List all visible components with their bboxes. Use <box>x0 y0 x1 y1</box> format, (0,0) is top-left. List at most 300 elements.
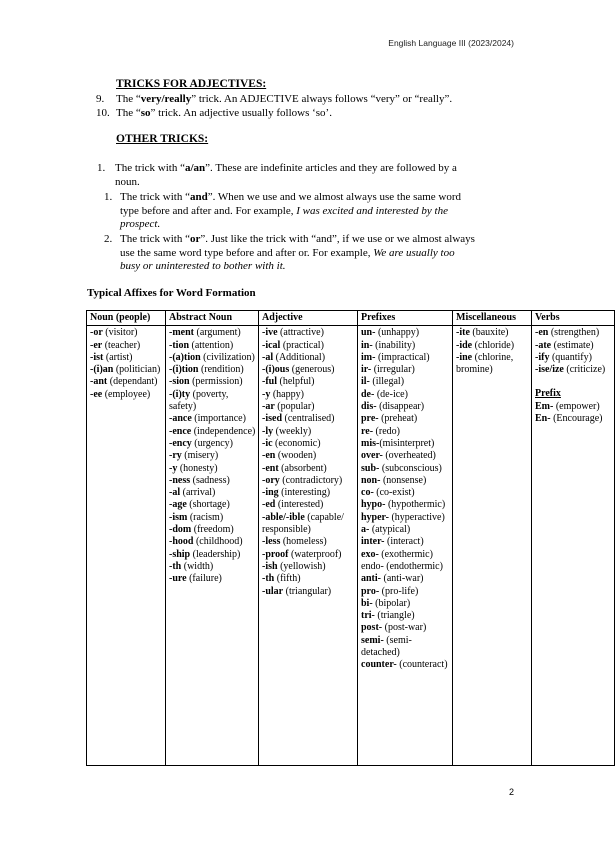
abstract-noun-cell <box>166 326 259 766</box>
example-word: (pro-life) <box>379 585 419 597</box>
affix-entry <box>361 635 450 660</box>
affix: il- <box>361 376 370 388</box>
affix: -ant <box>90 376 108 388</box>
affix: -ist <box>90 351 104 363</box>
affix: -less <box>262 536 281 548</box>
affix-entry <box>169 389 256 414</box>
example-word: (triangular) <box>283 585 332 597</box>
affix: -th <box>262 573 275 585</box>
affix: -ent <box>262 462 279 474</box>
example-word: (quantify) <box>549 351 592 363</box>
affix-entry <box>262 536 355 548</box>
affix: non- <box>361 474 381 486</box>
noun-people-cell <box>87 326 166 766</box>
affix: over- <box>361 450 383 462</box>
affix-entry <box>262 376 355 388</box>
affix-entry <box>361 499 450 511</box>
affix: co- <box>361 487 374 499</box>
affix-entry <box>169 487 256 499</box>
affix-entry <box>361 659 450 671</box>
affix-entry <box>361 389 450 401</box>
affix: -dom <box>169 524 192 536</box>
affix-entry <box>262 499 355 511</box>
example-word: (overheated) <box>382 450 436 462</box>
affix-entry <box>169 536 256 548</box>
affix: hyper- <box>361 511 389 523</box>
example-word: (chlorine, bromine) <box>456 351 514 376</box>
affix: -ite <box>456 327 470 339</box>
affix-entry <box>169 573 256 585</box>
affix: -ise/ize <box>535 364 564 376</box>
affix: -th <box>169 560 182 572</box>
item-number: 2. <box>104 233 113 245</box>
example-word: (Additional) <box>273 351 326 363</box>
affix-entry <box>535 340 612 352</box>
example-word: (hyperactive) <box>388 511 445 523</box>
example-word: (absorbent) <box>278 462 327 474</box>
example-word: (honesty) <box>177 462 218 474</box>
example-word: (estimate) <box>551 339 594 351</box>
affix: -ency <box>169 437 192 449</box>
affix: -ical <box>262 339 281 351</box>
example-word: (unhappy) <box>375 327 420 339</box>
text-run: The trick with “ <box>120 191 190 203</box>
affix: -able/-ible <box>262 511 305 523</box>
example-word: (generous) <box>289 364 335 376</box>
affix: -ide <box>456 339 473 351</box>
example-word: (empower) <box>553 400 600 412</box>
affix: -ar <box>262 401 275 413</box>
affix: -or <box>90 327 103 339</box>
italic-example: We are usually too <box>373 246 455 259</box>
example-word: (co-exist) <box>373 487 415 499</box>
affix: -ised <box>262 413 282 425</box>
affix-entry <box>169 438 256 450</box>
example-word: (civilization) <box>200 351 255 363</box>
affix: anti- <box>361 573 381 585</box>
example-word: (triangle) <box>374 610 415 622</box>
affix-entry <box>169 376 256 388</box>
affix: -ive <box>262 327 278 339</box>
affix: -ed <box>262 499 276 511</box>
affix: un- <box>361 327 376 339</box>
adjectives-section-title: TRICKS FOR ADJECTIVES: <box>116 78 267 90</box>
column-header: Verbs <box>532 311 615 326</box>
affix-entry <box>361 340 450 352</box>
example-word: (homeless) <box>280 536 327 548</box>
example-word: (post-war) <box>382 622 427 634</box>
example-word: (exothermic) endo- (endothermic) <box>361 548 443 572</box>
text-run: The “ <box>116 93 141 105</box>
adjective-cell <box>259 326 358 766</box>
affix-entry <box>90 327 163 339</box>
affix-entry <box>361 487 450 499</box>
example-word: (arrival) <box>180 487 216 499</box>
affix-entry <box>90 352 163 364</box>
column-header: Noun (people) <box>87 311 166 326</box>
example-word: (urgency) <box>191 437 233 449</box>
affix-entry <box>361 536 450 548</box>
affix-entry <box>361 512 450 524</box>
bold-keyword: or <box>189 233 201 245</box>
example-word: (chloride) <box>472 339 515 351</box>
italic-example: busy or uninterested to bother with it. <box>120 260 286 272</box>
example-word: (interested) <box>275 499 324 511</box>
affix-entry <box>535 401 612 413</box>
example-word: (capable/ responsible) <box>262 511 344 536</box>
affix: -al <box>169 487 181 499</box>
example-word: (poverty, safety) <box>169 388 229 413</box>
text-run: type before and after and. For example, <box>120 204 297 217</box>
bold-keyword: and <box>189 191 208 203</box>
affix: -tion <box>169 339 189 351</box>
affix-entry <box>262 463 355 475</box>
affix: pro- <box>361 585 380 597</box>
column-header: Adjective <box>259 311 358 326</box>
example-word: (semi-detached) <box>361 634 412 659</box>
example-word: (argument) <box>194 327 241 339</box>
affix: pre- <box>361 413 379 425</box>
example-word: (shortage) <box>186 499 230 511</box>
example-word: (counteract) <box>396 659 448 671</box>
affix: im- <box>361 351 376 363</box>
affix: -ure <box>169 573 187 585</box>
example-word: (criticize) <box>563 364 606 376</box>
affix: -ular <box>262 585 284 597</box>
affix-entry <box>535 327 612 339</box>
affix-entry <box>262 586 355 598</box>
affix: -en <box>535 327 549 339</box>
affix: -ship <box>169 548 191 560</box>
affix: mis- <box>361 437 380 449</box>
affix-entry <box>535 413 612 425</box>
table-row <box>87 326 615 766</box>
example-word: (nonsense) <box>380 474 427 486</box>
affix-entry <box>262 573 355 585</box>
column-header: Miscellaneous <box>453 311 532 326</box>
affix: -(i)tion <box>169 364 199 376</box>
affix: -er <box>90 339 103 351</box>
affix-entry <box>361 438 450 450</box>
affix: -y <box>262 388 271 400</box>
affix: bi- <box>361 597 373 609</box>
affix-table-container <box>86 310 606 760</box>
affix: -ic <box>262 437 273 449</box>
affix-entry <box>262 549 355 561</box>
affix-entry <box>262 438 355 450</box>
example-word: (disappear) <box>376 401 425 413</box>
affix: -ine <box>456 351 473 363</box>
bold-keyword: a/an <box>184 162 206 174</box>
example-word: (dependant) <box>107 376 158 388</box>
affix-entry <box>169 340 256 352</box>
example-word: (artist) <box>103 351 133 363</box>
affix-entry <box>262 413 355 425</box>
adjective-trick-very <box>116 93 452 106</box>
affix-entry <box>361 327 450 339</box>
example-word: (practical) <box>280 339 324 351</box>
affix-entry <box>262 340 355 352</box>
affix: -ism <box>169 511 188 523</box>
verb-prefix-list <box>535 401 612 426</box>
example-word: (interesting) <box>278 487 331 499</box>
affix-entry <box>262 512 355 537</box>
example-word: (employee) <box>102 388 151 400</box>
affix: semi- <box>361 634 384 646</box>
bold-keyword: very/really <box>140 93 192 105</box>
other-tricks-title: OTHER TRICKS: <box>116 133 209 145</box>
table-title: Typical Affixes for Word Formation <box>87 287 256 299</box>
example-word: (strengthen) <box>548 327 600 339</box>
miscellaneous-cell <box>453 326 532 766</box>
affix-entry <box>90 364 163 376</box>
example-word: (sadness) <box>190 474 230 486</box>
text-run: The “ <box>116 107 141 119</box>
affix-entry <box>535 364 612 376</box>
example-word: (weekly) <box>273 425 312 437</box>
trick-a-an <box>115 162 515 189</box>
example-word: (impractical) <box>375 351 430 363</box>
affix-entry <box>169 499 256 511</box>
affix: -ory <box>262 474 280 486</box>
prefixes-cell <box>358 326 453 766</box>
affix-entry <box>361 524 450 536</box>
text-run: ”. When we use and we almost always use the same word <box>207 191 462 203</box>
example-word: (preheat) <box>378 413 418 425</box>
affix: -ee <box>90 388 103 400</box>
text-run: ” trick. An ADJECTIVE always follows “very” or “really”. <box>191 93 453 105</box>
affix: -ry <box>169 450 182 462</box>
affix-entry <box>262 450 355 462</box>
example-word: (independence) <box>191 425 256 437</box>
affix-entry <box>361 401 450 413</box>
example-word: (hypothermic) <box>385 499 446 511</box>
affix-entry <box>361 573 450 585</box>
affix-entry <box>361 463 450 475</box>
verb-prefix-heading: Prefix <box>535 388 561 400</box>
affix-entry <box>535 352 612 364</box>
example-word: (visitor) <box>102 327 138 339</box>
affix-entry <box>262 401 355 413</box>
affix: inter- <box>361 536 385 548</box>
column-header: Abstract Noun <box>166 311 259 326</box>
example-word: (subconscious) <box>379 462 442 474</box>
affix: -(a)tion <box>169 351 201 363</box>
affix-entry <box>169 327 256 339</box>
affix: ir- <box>361 364 372 376</box>
italic-example: prospect. <box>120 218 161 230</box>
example-word: (misery) <box>181 450 219 462</box>
affix: in- <box>361 339 373 351</box>
affix: -(i)ty <box>169 388 191 400</box>
text-run: ” trick. An adjective usually follows ‘so’. <box>150 107 332 119</box>
example-word: (leadership) <box>190 548 241 560</box>
affix-entry <box>361 376 450 388</box>
affix-entry <box>361 475 450 487</box>
example-word: (attractive) <box>277 327 324 339</box>
example-word: (waterproof) <box>288 548 342 560</box>
affix-entry <box>262 561 355 573</box>
example-word: (helpful) <box>277 376 315 388</box>
affix: -ing <box>262 487 279 499</box>
example-word: (bipolar) <box>372 597 411 609</box>
affix: -ance <box>169 413 192 425</box>
affix: a- <box>361 524 370 536</box>
example-word: (width) <box>181 560 214 572</box>
affix-entry <box>169 549 256 561</box>
affix-entry <box>169 352 256 364</box>
example-word: (inability) <box>372 339 416 351</box>
example-word: (centralised) <box>282 413 335 425</box>
item-number: 1. <box>104 191 113 203</box>
example-word: (failure) <box>186 573 222 585</box>
example-word: (yellowish) <box>277 560 326 572</box>
affix: tri- <box>361 610 375 622</box>
affix-entry <box>456 327 529 339</box>
affix: -sion <box>169 376 190 388</box>
example-word: (politician) <box>113 364 161 376</box>
affix: de- <box>361 388 375 400</box>
affix: exo- <box>361 548 379 560</box>
example-word: (redo) <box>373 425 400 437</box>
column-header: Prefixes <box>358 311 453 326</box>
affix-entry <box>90 376 163 388</box>
affix: -(i)ous <box>262 364 290 376</box>
text-run: The trick with “ <box>120 233 190 245</box>
affix-entry <box>169 426 256 438</box>
page-number: 2 <box>509 787 515 797</box>
example-word: (illegal) <box>369 376 405 388</box>
affix-entry <box>169 475 256 487</box>
trick-and <box>120 191 520 232</box>
affix-entry <box>90 340 163 352</box>
affix: counter- <box>361 659 397 671</box>
affix-entry <box>169 450 256 462</box>
affix-entry <box>90 389 163 401</box>
affix-entry <box>262 426 355 438</box>
affix: -ify <box>535 351 550 363</box>
affix: -en <box>262 450 276 462</box>
affix-entry <box>169 524 256 536</box>
affix-entry <box>456 352 529 377</box>
affix-entry <box>262 389 355 401</box>
affix-entry <box>262 352 355 364</box>
affix-entry <box>361 598 450 610</box>
text-run: ”. Just like the trick with “and”, if we use or we almost always <box>200 233 475 245</box>
example-word: (permission) <box>189 376 243 388</box>
affix-entry <box>361 364 450 376</box>
affix: -age <box>169 499 187 511</box>
affix-entry <box>262 327 355 339</box>
affix: -ate <box>535 339 552 351</box>
affix: En- <box>535 413 551 425</box>
table-header-row <box>87 311 615 326</box>
example-word: (irregular) <box>371 364 415 376</box>
affix-entry <box>361 610 450 622</box>
text-run: noun. <box>115 175 140 188</box>
item-number: 1. <box>97 162 106 174</box>
bold-keyword: so <box>140 107 151 119</box>
affix: Em- <box>535 400 554 412</box>
text-run: use the same word type before and after or. For example, <box>120 246 374 259</box>
example-word: (popular) <box>274 401 315 413</box>
affix-entry <box>262 475 355 487</box>
example-word: (importance) <box>191 413 246 425</box>
example-word: (teacher) <box>102 339 141 351</box>
affix-table <box>86 310 615 766</box>
affix-entry <box>361 413 450 425</box>
affix: sub- <box>361 462 380 474</box>
page-header-title: English Language III (2023/2024) <box>388 38 514 48</box>
affix-entry <box>361 549 450 574</box>
affix: re- <box>361 425 374 437</box>
example-word: (anti-war) <box>381 573 424 585</box>
affix: -(i)an <box>90 364 114 376</box>
example-word: (atypical) <box>369 524 411 536</box>
affix: -ly <box>262 425 274 437</box>
affix: -al <box>262 351 274 363</box>
example-word: (racism) <box>187 511 224 523</box>
text-run: ”. These are indefinite articles and they are followed by a <box>205 162 457 174</box>
adjective-trick-so <box>116 107 332 120</box>
affix: -ence <box>169 425 192 437</box>
example-word: (attention) <box>189 339 234 351</box>
affix: -ness <box>169 474 191 486</box>
example-word: (de-ice) <box>374 388 408 400</box>
example-word: (freedom) <box>191 524 234 536</box>
affix-entry <box>361 450 450 462</box>
affix: -ment <box>169 327 194 339</box>
example-word: (misinterpret) <box>379 437 435 449</box>
affix-entry <box>262 364 355 376</box>
affix: post- <box>361 622 383 634</box>
verb-suffix-list <box>535 327 612 376</box>
affix-entry <box>361 352 450 364</box>
affix: -ful <box>262 376 277 388</box>
example-word: (fifth) <box>274 573 301 585</box>
affix-entry <box>262 487 355 499</box>
affix-entry <box>169 463 256 475</box>
affix-entry <box>456 340 529 352</box>
affix-entry <box>169 413 256 425</box>
item-number: 10. <box>96 107 110 119</box>
affix-entry <box>361 426 450 438</box>
text-run: The trick with “ <box>115 162 185 174</box>
trick-or <box>120 233 520 274</box>
item-number: 9. <box>96 93 105 105</box>
example-word: (wooden) <box>275 450 317 462</box>
affix-entry <box>361 586 450 598</box>
affix: -hood <box>169 536 194 548</box>
verbs-cell <box>532 326 615 766</box>
affix: -proof <box>262 548 289 560</box>
affix-entry <box>361 622 450 634</box>
example-word: (happy) <box>270 388 304 400</box>
affix: -y <box>169 462 178 474</box>
example-word: (interact) <box>384 536 424 548</box>
example-word: (bauxite) <box>469 327 509 339</box>
example-word: (rendition) <box>198 364 244 376</box>
affix: -ish <box>262 560 278 572</box>
example-word: (Encourage) <box>550 413 603 425</box>
affix-entry <box>169 561 256 573</box>
example-word: (contradictory) <box>279 474 343 486</box>
affix-entry <box>169 512 256 524</box>
italic-example: I was excited and interested by the <box>296 204 448 217</box>
example-word: (economic) <box>272 437 321 449</box>
affix: dis- <box>361 401 377 413</box>
affix: hypo- <box>361 499 386 511</box>
